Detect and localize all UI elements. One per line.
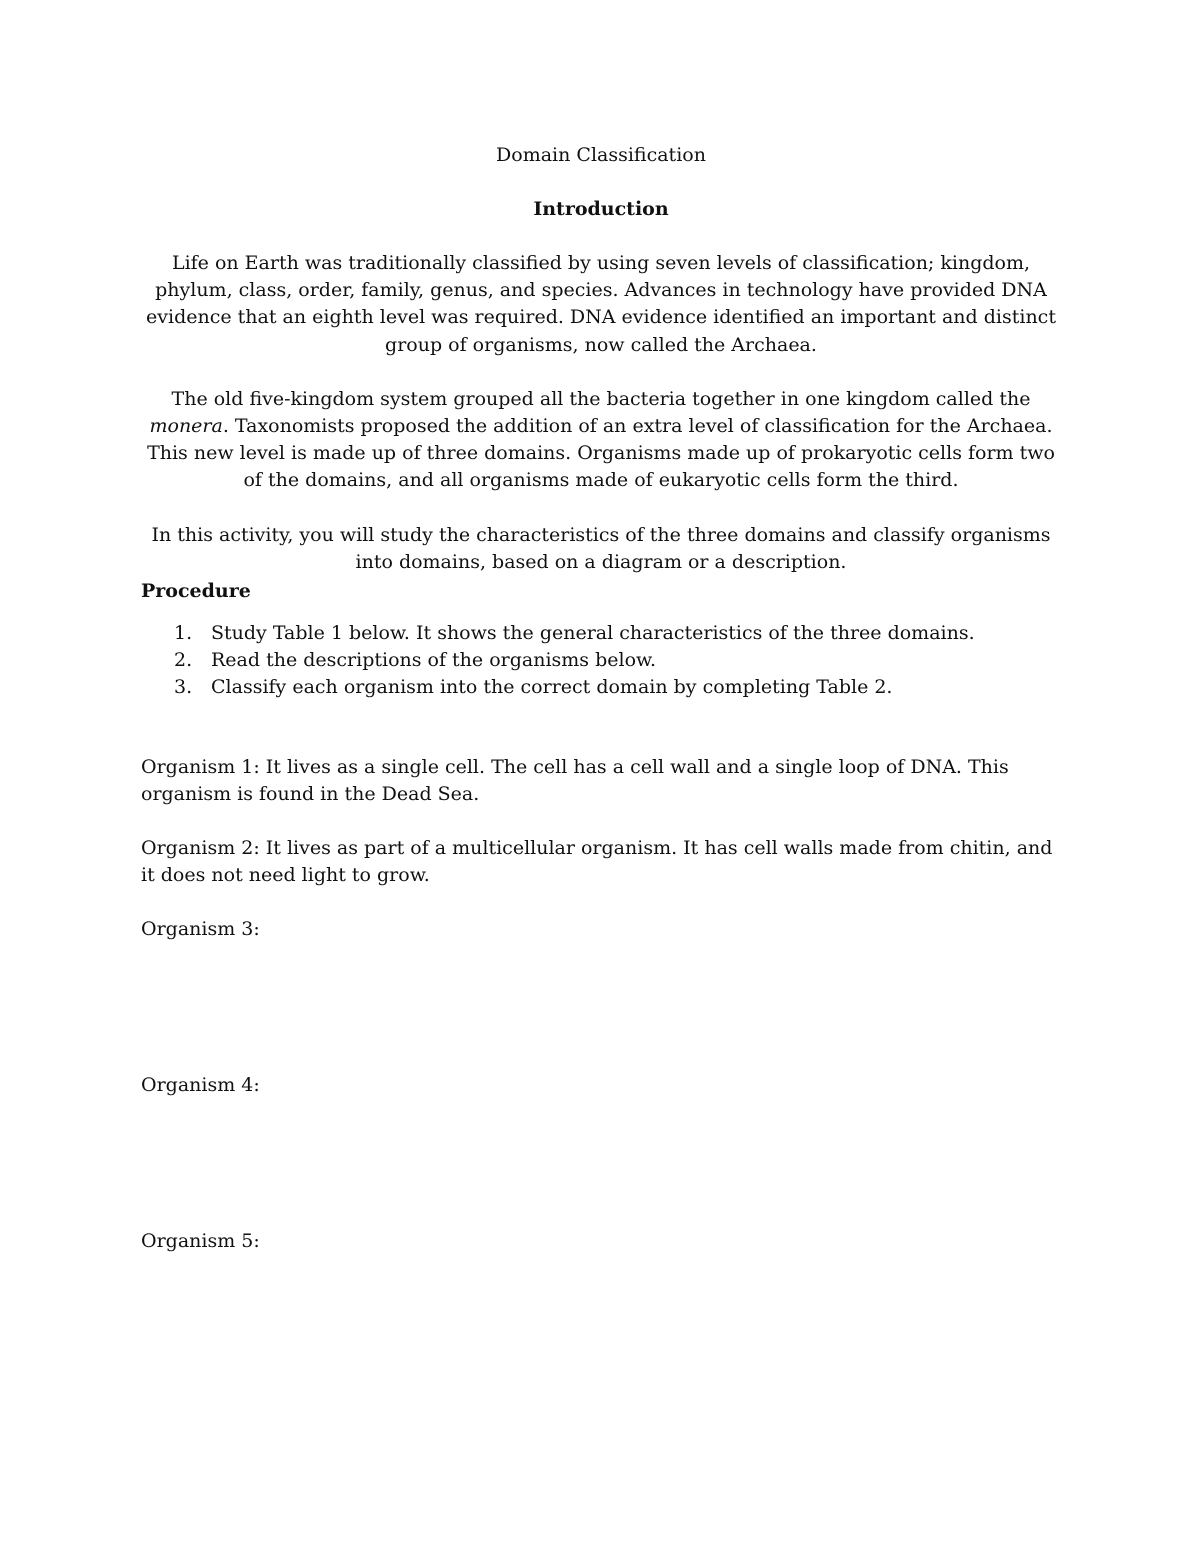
organism-4-label: Organism 4: <box>141 1074 260 1097</box>
step-text: Read the descriptions of the organisms below. <box>211 649 657 672</box>
step-text: Study Table 1 below. It shows the general characteristics of the three domains. <box>211 622 975 645</box>
organism-2-description: Organism 2: It lives as part of a multicellular organism. It has cell walls made from chitin, and it does not need light to grow. <box>141 837 1053 887</box>
document-title: Domain Classification <box>496 144 706 166</box>
kingdom-paragraph-end: . Taxonomists proposed the addition of an extra level of classification for the Archaea. This new level is made up of three domains. Organisms made up of prokaryotic cells form two of the domains, and all organisms made of eukaryotic cells form the third. <box>147 415 1055 492</box>
introduction-heading: Introduction <box>533 198 669 220</box>
kingdom-paragraph-start: The old five-kingdom system grouped all the bacteria together in one kingdom called the <box>171 387 1031 410</box>
kingdom-paragraph <box>141 386 1061 495</box>
activity-paragraph: In this activity, you will study the characteristics of the three domains and classify organisms into domains, based on a diagram or a description. <box>151 523 1051 573</box>
organism-3-label: Organism 3: <box>141 918 260 941</box>
document-body <box>141 142 1061 1255</box>
procedure-heading: Procedure <box>141 580 251 603</box>
monera-term: monera <box>149 415 223 438</box>
procedure-step <box>141 674 1061 701</box>
organism-1-description: Organism 1: It lives as a single cell. The cell has a cell wall and a single loop of DNA. This organism is found in the Dead Sea. <box>141 756 1009 806</box>
step-number: 3. <box>174 676 193 699</box>
procedure-steps-list <box>141 620 1061 701</box>
procedure-step <box>141 647 1061 674</box>
organism-5-label: Organism 5: <box>141 1230 260 1253</box>
intro-paragraph: Life on Earth was traditionally classified by using seven levels of classification; kingdom, phylum, class, order, family, genus, and species. Advances in technology have provided DNA evidence that an eighth level was required. DNA evidence identified an important and distinct group of organisms, now called the Archaea. <box>146 252 1056 356</box>
step-number: 2. <box>174 649 193 672</box>
step-number: 1. <box>174 622 193 645</box>
step-text: Classify each organism into the correct domain by completing Table 2. <box>211 676 893 699</box>
procedure-step <box>141 620 1061 647</box>
